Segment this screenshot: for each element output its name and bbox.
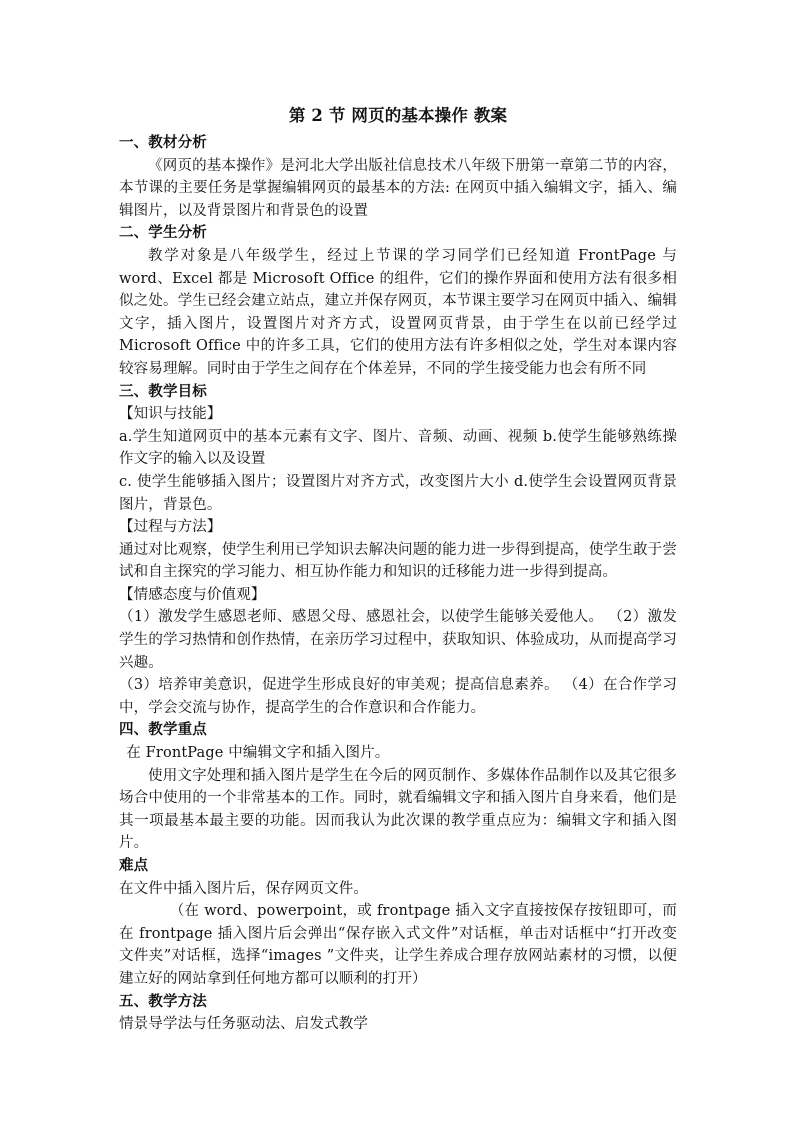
subheading-emotion-values: 【情感态度与价值观】	[119, 586, 266, 603]
subheading-difficulties: 难点	[119, 857, 149, 874]
paragraph: 情景导学法与任务驱动法、启发式教学	[119, 1016, 369, 1033]
document-body	[119, 104, 677, 1036]
section-heading-textbook-analysis: 一、教材分析	[119, 134, 207, 151]
paragraph: 通过对比观察，使学生利用已学知识去解决问题的能力进一步得到提高，使学生敢于尝试和自主探究的学习能力、相互协作能力和知识的迁移能力进一步得到提高。	[119, 541, 677, 581]
paragraph: （1）激发学生感恩老师、感恩父母、感恩社会，以使学生能够关爱他人。 （2）激发学生的学习热情和创作热情，在亲历学习过程中，获取知识、体验成功，从而提高学习兴趣。	[119, 609, 677, 671]
paragraph: 在 FrontPage 中编辑文字和插入图片。	[126, 745, 390, 762]
subheading-knowledge-skills: 【知识与技能】	[119, 406, 222, 423]
section-heading-key-points: 四、教学重点	[119, 721, 207, 739]
section-heading-teaching-objectives: 三、教学目标	[119, 382, 207, 400]
paragraph: 使用文字处理和插入图片是学生在今后的网页制作、多媒体作品制作以及其它很多场合中使用的一个非常基本的工作。同时，就看编辑文字和插入图片自身来看，他们是其一项最基本最主要的功能。因而我认为此次课的教学重点应为：编辑文字和插入图片。	[119, 767, 677, 852]
paragraph: （在 word、powerpoint，或 frontpage 插入文字直接按保存按钮即可，而在 frontpage 插入图片后会弹出“保存嵌入式文件”对话框，单击对话框中“打开改变文件夹”对话框，选择“images ”文件夹，让学生养成合理存放网站素材的习惯，以便建立好的网站拿到任何地方都可以顺利的打开）	[119, 903, 677, 987]
paragraph: （3）培养审美意识，促进学生形成良好的审美观；提高信息素养。 （4）在合作学习中，学会交流与协作，提高学生的合作意识和合作能力。	[119, 677, 677, 716]
paragraph: 《网页的基本操作》是河北大学出版社信息技术八年级下册第一章第二节的内容，本节课的主要任务是掌握编辑网页的最基本的方法: 在网页中插入编辑文字，插入、编辑图片，以及背景图片和背景色的设置	[119, 157, 677, 219]
section-heading-student-analysis: 二、学生分析	[119, 224, 207, 242]
paragraph: 教学对象是八年级学生，经过上节课的学习同学们已经知道 FrontPage 与 word、Excel 都是 Microsoft Office 的组件，它们的操作界面和使用方法有很多相似之处。学生已经会建立站点，建立并保存网页，本节课主要学习在网页中插入、编辑文字，插入图片，设置图片对齐方式，设置网页背景，由于学生在以前已经学过 Microsoft Office 中的许多工具，它们的使用方法有许多相似之处，学生对本课内容较容易理解。同时由于学生之间存在个体差异，不同的学生接受能力也会有所不同	[119, 247, 677, 377]
paragraph: 在文件中插入图片后，保存网页文件。	[119, 880, 369, 897]
document-title: 第 2 节 网页的基本操作 教案	[288, 106, 508, 125]
paragraph: c. 使学生能够插入图片；设置图片对齐方式，改变图片大小 d.使学生会设置网页背景图片，背景色。	[119, 473, 677, 513]
subheading-process-methods: 【过程与方法】	[119, 519, 222, 536]
section-heading-teaching-methods: 五、教学方法	[119, 992, 207, 1010]
paragraph: a.学生知道网页中的基本元素有文字、图片、音频、动画、视频 b.使学生能够熟练操作文字的输入以及设置	[119, 428, 677, 468]
